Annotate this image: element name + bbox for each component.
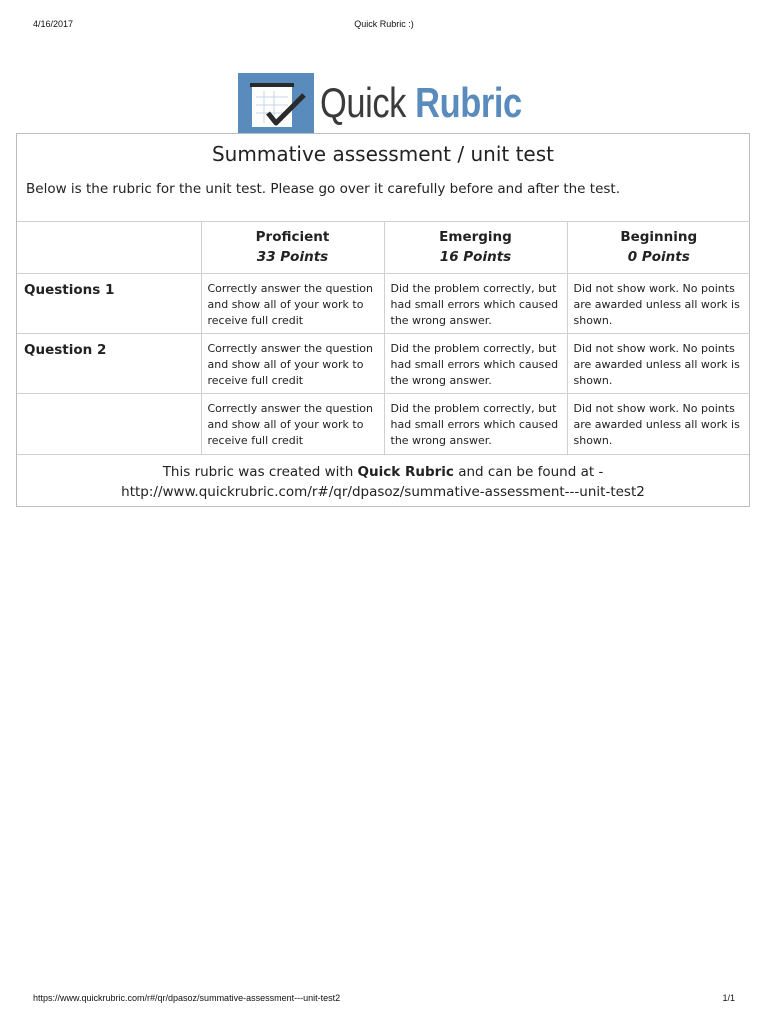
criteria-header-cell xyxy=(17,222,201,274)
level-description: Did not show work. No points are awarded unless all work is shown. xyxy=(573,342,740,387)
level-points: 0 Points xyxy=(627,249,690,265)
level-description: Did the problem correctly, but had small errors which caused the wrong answer. xyxy=(390,282,559,327)
level-points: 33 Points xyxy=(256,249,329,265)
level-description: Did the problem correctly, but had small errors which caused the wrong answer. xyxy=(390,402,559,447)
print-header xyxy=(0,19,768,33)
print-footer xyxy=(0,993,768,1007)
rubric-table xyxy=(17,221,750,454)
rubric-title: Summative assessment / unit test xyxy=(211,142,554,166)
table-row xyxy=(17,274,750,334)
rubric-checkmark-icon xyxy=(238,73,314,133)
rubric-description: Below is the rubric for the unit test. Please go over it carefully before and after the test. xyxy=(26,181,620,197)
level-points: 16 Points xyxy=(439,249,512,265)
criterion-label: Questions 1 xyxy=(24,282,115,298)
credit-brand: Quick Rubric xyxy=(357,463,454,480)
level-description: Correctly answer the question and show all of your work to receive full credit xyxy=(207,402,374,447)
rubric-card xyxy=(16,133,750,507)
level-header-proficient xyxy=(201,222,384,274)
criterion-label xyxy=(18,395,200,402)
level-name: Proficient xyxy=(255,229,330,245)
level-name: Emerging xyxy=(439,229,512,245)
criterion-cell xyxy=(17,274,201,334)
description-cell xyxy=(201,274,384,334)
description-cell xyxy=(384,274,567,334)
table-header-row xyxy=(17,222,750,274)
description-cell xyxy=(384,334,567,394)
rubric-credit xyxy=(17,454,749,506)
print-footer-url: https://www.quickrubric.com/r#/qr/dpasoz/summative-assessment---unit-test2 xyxy=(33,993,341,1003)
description-cell xyxy=(567,274,750,334)
criterion-cell xyxy=(17,334,201,394)
table-row xyxy=(17,394,750,454)
level-description: Correctly answer the question and show all of your work to receive full credit xyxy=(207,342,374,387)
criterion-label: Question 2 xyxy=(24,342,107,358)
level-description: Did not show work. No points are awarded unless all work is shown. xyxy=(573,282,740,327)
level-header-emerging xyxy=(384,222,567,274)
table-row xyxy=(17,334,750,394)
description-cell xyxy=(567,394,750,454)
description-cell xyxy=(567,334,750,394)
logo-wordmark xyxy=(320,73,522,133)
credit-prefix: This rubric was created with xyxy=(162,463,358,480)
description-cell xyxy=(201,334,384,394)
description-cell xyxy=(201,394,384,454)
logo-word-rubric: Rubric xyxy=(415,79,522,126)
description-cell xyxy=(384,394,567,454)
level-description: Correctly answer the question and show all of your work to receive full credit xyxy=(207,282,374,327)
level-name: Beginning xyxy=(620,229,698,245)
level-header-beginning xyxy=(567,222,750,274)
print-page-number: 1/1 xyxy=(722,993,735,1003)
level-description: Did not show work. No points are awarded unless all work is shown. xyxy=(573,402,740,447)
logo-word-quick: Quick xyxy=(320,79,406,126)
criterion-cell xyxy=(17,394,201,454)
print-date: 4/16/2017 xyxy=(33,19,74,29)
rubric-url-link[interactable]: http://www.quickrubric.com/r#/qr/dpasoz/summative-assessment---unit-test2 xyxy=(121,483,645,500)
level-description: Did the problem correctly, but had small errors which caused the wrong answer. xyxy=(390,342,559,387)
credit-suffix: and can be found at - xyxy=(453,463,604,480)
print-page-title: Quick Rubric :) xyxy=(354,19,414,29)
quick-rubric-logo xyxy=(0,72,768,134)
